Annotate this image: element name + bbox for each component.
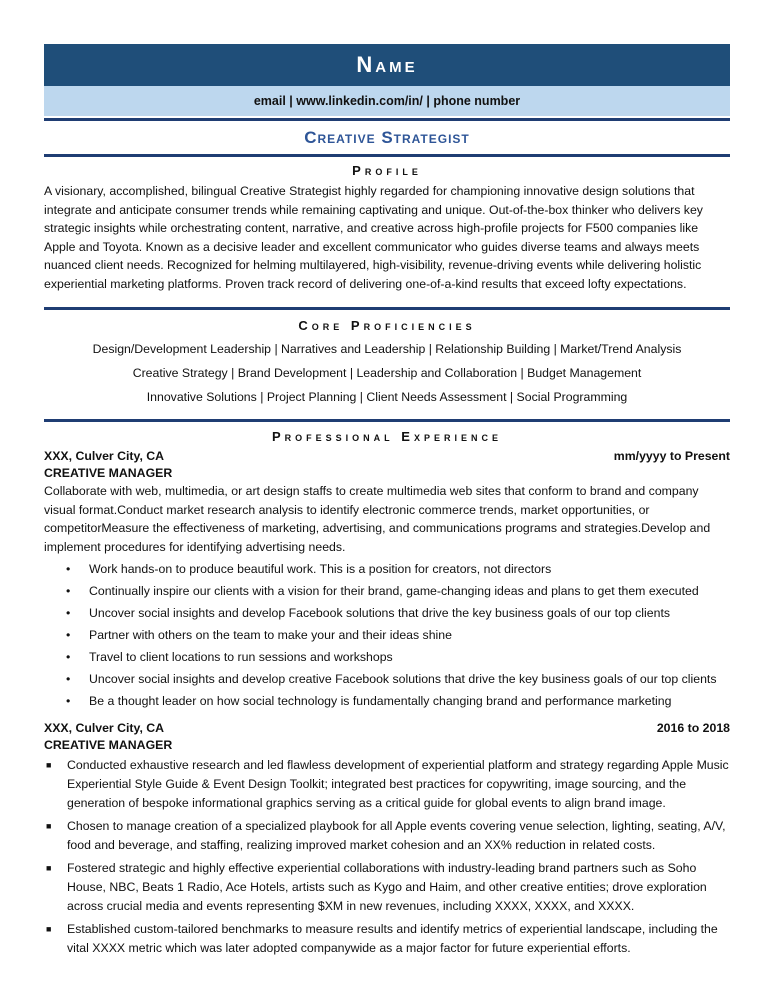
bullet-text: Uncover social insights and develop Facebook solutions that drive the key business goals of our top clients (89, 606, 671, 620)
bullet-icon: • (66, 584, 71, 598)
bullet-icon: • (66, 628, 71, 642)
bullet-icon: • (66, 562, 71, 576)
proficiency-line: Creative Strategy | Brand Development | Leadership and Collaboration | Budget Management (132, 366, 642, 380)
bullet-icon: ■ (46, 760, 52, 770)
bullet-icon: ■ (46, 821, 52, 831)
job-bullets (44, 756, 730, 958)
job-dates: 2016 to 2018 (656, 721, 730, 735)
bullet-text: Conducted exhaustive research and led flawless development of experiential platform and strategy regarding Apple Music Experiential Style Guide & Event Design Toolkit; integrated best practices for copywriting, image sourcing, and the generation of bespoke informational graphics serving as a critical guide for global events to align brand image. (67, 758, 729, 810)
contact-info: email | www.linkedin.com/in/ | phone number (253, 94, 521, 108)
resume-page (44, 44, 730, 962)
job-entry (44, 448, 730, 712)
bullet-text: Continually inspire our clients with a vision for their brand, game-changing ideas and plans to get them executed (89, 584, 699, 598)
name-banner (44, 44, 730, 86)
company-location: XXX, Culver City, CA (44, 449, 165, 463)
job-summary: Collaborate with web, multimedia, or art design staffs to create multimedia web sites that conform to brand and company visual format.Conduct market research analysis to identify electronic commerce trends, market opportunities, or competitorMeasure the effectiveness of marketing, advertising, and communications programs and strategies.Develop and implement procedures for identifying advertising needs. (44, 484, 711, 554)
bullet-icon: • (66, 650, 71, 664)
candidate-name: Name (356, 52, 418, 77)
bullet-icon: ■ (46, 863, 52, 873)
bullet-icon: • (66, 606, 71, 620)
job-role: CREATIVE MANAGER (44, 466, 173, 480)
proficiency-line: Innovative Solutions | Project Planning | Client Needs Assessment | Social Programming (146, 390, 628, 404)
bullet-text: Fostered strategic and highly effective experiential collaborations with industry-leading brand partners such as Soho House, NBC, Beats 1 Radio, Ace Hotels, artists such as Kygo and Haim, and other creative entities; drove exploration across crucial media and events representing $XM in new revenues, including XXXX, XXXX, and XXXX. (67, 861, 707, 913)
list-item (44, 817, 730, 855)
bullet-icon: • (66, 694, 71, 708)
list-item (44, 859, 730, 916)
bullet-text: Work hands-on to produce beautiful work. This is a position for creators, not directors (89, 562, 552, 576)
bullet-text: Uncover social insights and develop creative Facebook solutions that drive the key business goals of our top clients (89, 672, 717, 686)
bullet-text: Established custom-tailored benchmarks to measure results and identify metrics of experiential landscape, including the vital XXXX metric which was later adopted companywide as a major factor for future experiential efforts. (67, 922, 718, 955)
bullet-text: Travel to client locations to run sessions and workshops (89, 650, 393, 664)
list-item (44, 558, 730, 580)
job-title: Creative Strategist (304, 128, 470, 147)
bullet-icon: ■ (46, 924, 52, 934)
proficiencies-heading: Core Proficiencies (298, 318, 476, 333)
list-item (44, 756, 730, 813)
profile-text: A visionary, accomplished, bilingual Creative Strategist highly regarded for championing innovative design solutions that integrate and anticipate consumer trends while remaining captivating and unique. Out-of-the-box thinker who delivers key strategic insights while orchestrating content, narrative, and creative across high-profile projects for F500 companies like Apple and Toyota. Known as a decisive leader and excellent communicator who guides diverse teams and always meets nuanced client needs. Recognized for helming multilayered, high-visibility, revenue-driving events while delivering holistic experiential marketing platforms. Proven track record of delivering one-of-a-kind results that exceed lofty expectations. (44, 184, 703, 291)
job-entry (44, 720, 730, 958)
list-item (44, 920, 730, 958)
bullet-icon: • (66, 672, 71, 686)
list-item (44, 580, 730, 602)
job-header (44, 720, 730, 737)
job-header (44, 448, 730, 465)
list-item (44, 690, 730, 712)
profile-heading: Profile (352, 163, 422, 178)
bullet-text: Chosen to manage creation of a specialized playbook for all Apple events covering venue selection, lighting, seating, A/V, food and beverage, and staffing, realizing improved market cohesion and an XX% reduction in related costs. (67, 819, 726, 852)
bullet-text: Partner with others on the team to make your and their ideas shine (89, 628, 452, 642)
job-bullets (44, 558, 730, 712)
company-location: XXX, Culver City, CA (44, 721, 165, 735)
list-item (44, 602, 730, 624)
list-item (44, 646, 730, 668)
list-item (44, 624, 730, 646)
proficiency-line: Design/Development Leadership | Narratives and Leadership | Relationship Building | Market/Trend Analysis (92, 342, 682, 356)
bullet-text: Be a thought leader on how social technology is fundamentally changing brand and performance marketing (89, 694, 672, 708)
job-role: CREATIVE MANAGER (44, 738, 173, 752)
job-dates: mm/yyyy to Present (613, 449, 730, 463)
experience-heading: Professional Experience (272, 429, 502, 444)
contact-banner (44, 86, 730, 118)
list-item (44, 668, 730, 690)
